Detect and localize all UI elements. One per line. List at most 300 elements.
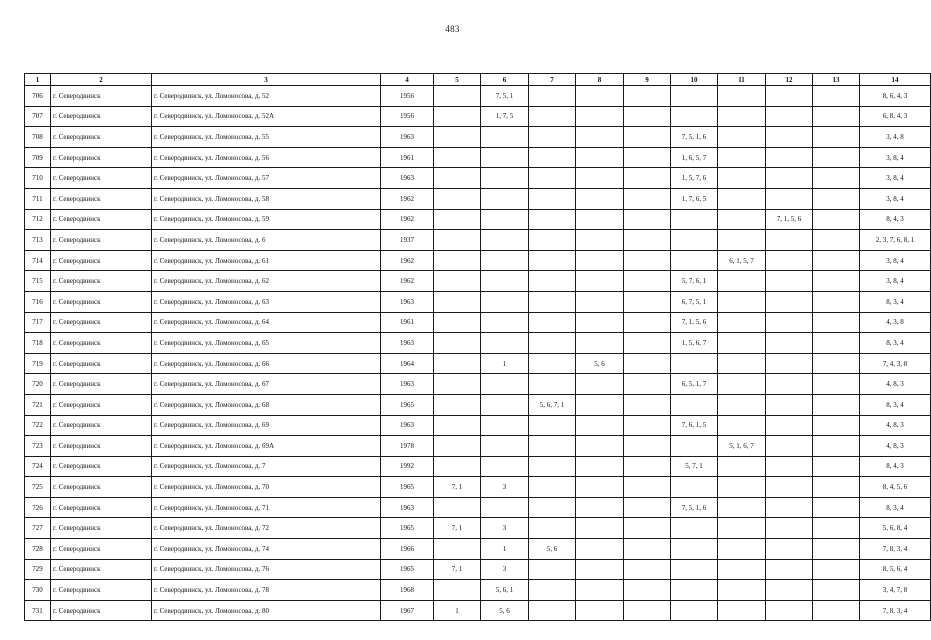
table-row	[25, 86, 931, 107]
table-cell: г. Северодвинск	[51, 147, 152, 168]
table-row	[25, 250, 931, 271]
table-cell: 1963	[381, 168, 434, 189]
table-cell	[529, 333, 576, 354]
table-cell: 712	[25, 209, 51, 230]
table-cell: 7, 6, 1, 5	[671, 415, 718, 436]
table-cell: г. Северодвинск, ул. Ломоносова, д. 61	[152, 250, 381, 271]
table-row	[25, 456, 931, 477]
table-cell	[718, 600, 766, 621]
table-cell: г. Северодвинск	[51, 127, 152, 148]
table-cell: г. Северодвинск, ул. Ломоносова, д. 80	[152, 600, 381, 621]
table-cell: 1962	[381, 250, 434, 271]
table-cell	[481, 374, 529, 395]
table-cell	[576, 580, 624, 601]
table-cell	[434, 291, 481, 312]
table-row	[25, 394, 931, 415]
table-cell: г. Северодвинск, ул. Ломоносова, д. 74	[152, 539, 381, 560]
table-cell	[718, 209, 766, 230]
table-cell: г. Северодвинск, ул. Ломоносова, д. 64	[152, 312, 381, 333]
table-cell	[718, 106, 766, 127]
table-cell: г. Северодвинск	[51, 168, 152, 189]
table-cell: 1963	[381, 497, 434, 518]
column-header: 4	[381, 74, 434, 86]
table-cell	[671, 230, 718, 251]
table-row	[25, 312, 931, 333]
table-cell: г. Северодвинск	[51, 353, 152, 374]
table-cell	[576, 312, 624, 333]
table-cell	[718, 374, 766, 395]
table-row	[25, 580, 931, 601]
column-header: 14	[860, 74, 931, 86]
table-cell: 1962	[381, 271, 434, 292]
table-cell: 6, 1, 5, 7	[718, 250, 766, 271]
table-cell	[529, 312, 576, 333]
table-row	[25, 333, 931, 354]
table-cell	[813, 415, 860, 436]
table-cell: г. Северодвинск, ул. Ломоносова, д. 78	[152, 580, 381, 601]
table-cell: 1965	[381, 477, 434, 498]
table-cell: 1968	[381, 580, 434, 601]
table-cell	[671, 580, 718, 601]
table-cell: г. Северодвинск	[51, 518, 152, 539]
table-cell: 5, 6	[481, 600, 529, 621]
table-cell	[813, 230, 860, 251]
table-cell: г. Северодвинск	[51, 559, 152, 580]
table-cell: 1	[481, 353, 529, 374]
table-cell	[718, 230, 766, 251]
table-cell	[813, 271, 860, 292]
table-cell: 721	[25, 394, 51, 415]
table-cell: 1964	[381, 353, 434, 374]
table-cell	[766, 580, 813, 601]
table-cell: г. Северодвинск, ул. Ломоносова, д. 63	[152, 291, 381, 312]
table-cell	[766, 230, 813, 251]
table-cell: 706	[25, 86, 51, 107]
table-cell: г. Северодвинск	[51, 106, 152, 127]
table-cell: 7, 1	[434, 518, 481, 539]
table-cell: 710	[25, 168, 51, 189]
table-cell	[671, 477, 718, 498]
table-cell	[813, 539, 860, 560]
table-cell: 5, 7, 1	[671, 456, 718, 477]
table-cell	[576, 559, 624, 580]
table-cell: г. Северодвинск	[51, 539, 152, 560]
table-cell	[718, 86, 766, 107]
table-cell: 8, 4, 5, 6	[860, 477, 931, 498]
table-cell: г. Северодвинск	[51, 188, 152, 209]
table-cell	[718, 188, 766, 209]
table-cell	[766, 333, 813, 354]
table-cell: 5, 6, 8, 4	[860, 518, 931, 539]
table-cell: 1	[434, 600, 481, 621]
table-cell	[576, 415, 624, 436]
table-cell: 1962	[381, 188, 434, 209]
table-cell	[576, 394, 624, 415]
table-cell	[813, 353, 860, 374]
table-body	[25, 86, 931, 621]
table-cell	[766, 477, 813, 498]
table-cell	[766, 456, 813, 477]
table-cell: 3, 8, 4	[860, 168, 931, 189]
table-cell: г. Северодвинск, ул. Ломоносова, д. 62	[152, 271, 381, 292]
table-cell: 4, 8, 3	[860, 415, 931, 436]
table-cell: 1961	[381, 147, 434, 168]
table-cell	[813, 497, 860, 518]
table-cell	[529, 250, 576, 271]
table-row	[25, 415, 931, 436]
table-cell	[434, 106, 481, 127]
table-cell	[434, 580, 481, 601]
table-cell: 1, 7, 6, 5	[671, 188, 718, 209]
table-cell: 8, 3, 4	[860, 291, 931, 312]
table-cell	[576, 188, 624, 209]
table-cell	[529, 497, 576, 518]
table-cell: г. Северодвинск	[51, 312, 152, 333]
table-cell	[434, 333, 481, 354]
table-cell	[813, 436, 860, 457]
table-cell	[813, 580, 860, 601]
table-cell: 5, 6	[576, 353, 624, 374]
table-cell	[576, 374, 624, 395]
table-cell	[671, 518, 718, 539]
table-cell	[766, 436, 813, 457]
table-cell: г. Северодвинск, ул. Ломоносова, д. 76	[152, 559, 381, 580]
table-cell	[481, 250, 529, 271]
table-cell	[813, 600, 860, 621]
table-row	[25, 353, 931, 374]
table-cell	[529, 271, 576, 292]
table-cell	[481, 333, 529, 354]
table-cell	[624, 436, 671, 457]
table-cell: 716	[25, 291, 51, 312]
table-cell	[434, 374, 481, 395]
table-cell	[434, 188, 481, 209]
table-row	[25, 127, 931, 148]
table-cell	[576, 456, 624, 477]
table-cell	[624, 456, 671, 477]
table-cell: г. Северодвинск, ул. Ломоносова, д. 71	[152, 497, 381, 518]
table-cell	[718, 353, 766, 374]
table-cell: 722	[25, 415, 51, 436]
table-cell	[576, 477, 624, 498]
table-cell	[718, 497, 766, 518]
table-cell: 715	[25, 271, 51, 292]
table-cell	[576, 497, 624, 518]
table-cell	[766, 188, 813, 209]
table-cell	[718, 559, 766, 580]
table-cell: 1992	[381, 456, 434, 477]
table-cell	[813, 518, 860, 539]
table-row	[25, 436, 931, 457]
table-cell: г. Северодвинск, ул. Ломоносова, д. 68	[152, 394, 381, 415]
column-header: 7	[529, 74, 576, 86]
table-cell	[766, 127, 813, 148]
table-cell: 1963	[381, 127, 434, 148]
table-cell	[766, 415, 813, 436]
table-cell: г. Северодвинск	[51, 291, 152, 312]
table-cell: г. Северодвинск	[51, 230, 152, 251]
table-cell	[576, 209, 624, 230]
table-cell: 4, 8, 3	[860, 436, 931, 457]
table-cell	[576, 250, 624, 271]
table-cell: 1967	[381, 600, 434, 621]
table-cell	[624, 497, 671, 518]
table-cell	[718, 456, 766, 477]
table-cell	[624, 230, 671, 251]
table-row	[25, 188, 931, 209]
table-cell	[813, 456, 860, 477]
table-cell	[624, 147, 671, 168]
table-cell	[481, 415, 529, 436]
table-cell: г. Северодвинск, ул. Ломоносова, д. 56	[152, 147, 381, 168]
table-row	[25, 209, 931, 230]
table-cell: 3	[481, 559, 529, 580]
table-cell	[813, 394, 860, 415]
table-cell: г. Северодвинск, ул. Ломоносова, д. 69А	[152, 436, 381, 457]
table-cell: 7, 1	[434, 477, 481, 498]
table-cell	[766, 312, 813, 333]
table-cell	[576, 436, 624, 457]
table-cell	[766, 353, 813, 374]
table-cell	[624, 415, 671, 436]
table-cell: 6, 5, 1, 7	[671, 374, 718, 395]
table-row	[25, 291, 931, 312]
table-cell: г. Северодвинск	[51, 394, 152, 415]
table-cell: 1956	[381, 106, 434, 127]
table-cell: 5, 7, 6, 1	[671, 271, 718, 292]
table-cell	[718, 580, 766, 601]
table-cell	[624, 312, 671, 333]
table-cell	[481, 394, 529, 415]
column-header: 2	[51, 74, 152, 86]
table-cell	[576, 86, 624, 107]
table-cell: 728	[25, 539, 51, 560]
table-row	[25, 230, 931, 251]
table-cell: 708	[25, 127, 51, 148]
table-cell	[813, 86, 860, 107]
table-cell: 7, 8, 3, 4	[860, 539, 931, 560]
table-cell: г. Северодвинск, ул. Ломоносова, д. 69	[152, 415, 381, 436]
table-cell: г. Северодвинск	[51, 271, 152, 292]
table-cell: 1963	[381, 374, 434, 395]
table-cell	[624, 250, 671, 271]
table-cell	[813, 312, 860, 333]
table-cell	[624, 291, 671, 312]
table-cell: 1978	[381, 436, 434, 457]
table-cell: 8, 5, 6, 4	[860, 559, 931, 580]
table-row	[25, 106, 931, 127]
table-cell: г. Северодвинск	[51, 86, 152, 107]
table-cell	[481, 497, 529, 518]
table-row	[25, 559, 931, 580]
table-row	[25, 497, 931, 518]
table-row	[25, 518, 931, 539]
table-cell: 1965	[381, 559, 434, 580]
table-cell: 5, 1, 6, 7	[718, 436, 766, 457]
table-cell	[766, 600, 813, 621]
table-cell	[529, 415, 576, 436]
column-header: 6	[481, 74, 529, 86]
table-cell	[671, 209, 718, 230]
table-cell: 5, 6, 7, 1	[529, 394, 576, 415]
table-cell	[624, 188, 671, 209]
table-cell	[766, 271, 813, 292]
table-cell: 5, 6, 1	[481, 580, 529, 601]
table-cell: 8, 3, 4	[860, 333, 931, 354]
table-cell	[813, 477, 860, 498]
table-row	[25, 477, 931, 498]
table-cell	[671, 539, 718, 560]
table-cell	[813, 374, 860, 395]
table-cell: г. Северодвинск	[51, 600, 152, 621]
table-cell	[576, 333, 624, 354]
table-cell	[434, 312, 481, 333]
table-cell: г. Северодвинск	[51, 580, 152, 601]
table-cell: 3, 8, 4	[860, 271, 931, 292]
column-header: 13	[813, 74, 860, 86]
table-cell: 3	[481, 518, 529, 539]
table-cell: 8, 4, 3	[860, 456, 931, 477]
table-cell	[529, 188, 576, 209]
table-cell: 8, 6, 4, 3	[860, 86, 931, 107]
table-cell	[671, 394, 718, 415]
table-cell	[671, 559, 718, 580]
table-cell	[813, 291, 860, 312]
table-cell: 1966	[381, 539, 434, 560]
table-cell	[481, 127, 529, 148]
table-cell	[813, 209, 860, 230]
column-header: 5	[434, 74, 481, 86]
table-cell	[766, 147, 813, 168]
table-cell: 725	[25, 477, 51, 498]
table-cell: 714	[25, 250, 51, 271]
table-cell	[718, 312, 766, 333]
table-row	[25, 271, 931, 292]
table-header-row	[25, 74, 931, 86]
table-cell	[718, 271, 766, 292]
table-cell	[481, 188, 529, 209]
table-cell	[529, 106, 576, 127]
table-cell: 3, 8, 4	[860, 250, 931, 271]
table-cell: 1962	[381, 209, 434, 230]
table-cell	[576, 168, 624, 189]
table-cell: 3, 8, 4	[860, 147, 931, 168]
table-cell: 6, 8, 4, 3	[860, 106, 931, 127]
table-cell	[718, 333, 766, 354]
table-cell: 6, 7, 5, 1	[671, 291, 718, 312]
table-cell	[434, 353, 481, 374]
table-cell	[529, 374, 576, 395]
table-cell: г. Северодвинск, ул. Ломоносова, д. 67	[152, 374, 381, 395]
table-cell	[481, 230, 529, 251]
table-cell: 3	[481, 477, 529, 498]
table-cell	[434, 394, 481, 415]
table-cell	[529, 477, 576, 498]
table-cell	[624, 518, 671, 539]
table-cell	[529, 456, 576, 477]
table-cell	[529, 518, 576, 539]
table-cell	[624, 477, 671, 498]
table-cell: г. Северодвинск, ул. Ломоносова, д. 65	[152, 333, 381, 354]
table-cell: 724	[25, 456, 51, 477]
table-cell: 1, 7, 5	[481, 106, 529, 127]
column-header: 12	[766, 74, 813, 86]
table-cell: 7, 5, 1, 6	[671, 497, 718, 518]
table-cell	[766, 86, 813, 107]
table-cell: 7, 5, 1, 6	[671, 127, 718, 148]
table-cell	[434, 147, 481, 168]
table-cell: г. Северодвинск, ул. Ломоносова, д. 57	[152, 168, 381, 189]
table-cell: 719	[25, 353, 51, 374]
table-cell	[813, 333, 860, 354]
table-cell: г. Северодвинск, ул. Ломоносова, д. 58	[152, 188, 381, 209]
table-cell	[529, 436, 576, 457]
table-row	[25, 539, 931, 560]
table-cell	[576, 127, 624, 148]
table-cell: 1	[481, 539, 529, 560]
table-cell	[671, 436, 718, 457]
table-cell: 4, 8, 3	[860, 374, 931, 395]
table-cell	[434, 539, 481, 560]
table-cell	[624, 127, 671, 148]
table-cell	[766, 559, 813, 580]
table-cell: 5, 6	[529, 539, 576, 560]
table-cell: г. Северодвинск, ул. Ломоносова, д. 66	[152, 353, 381, 374]
table-cell	[718, 539, 766, 560]
table-cell	[576, 600, 624, 621]
table-cell: 1, 5, 7, 6	[671, 168, 718, 189]
table-cell	[624, 559, 671, 580]
table-cell: 2, 3, 7, 6, 8, 1	[860, 230, 931, 251]
table-cell	[766, 106, 813, 127]
table-cell: 7, 1, 5, 6	[671, 312, 718, 333]
table-cell	[529, 127, 576, 148]
table-cell: 1963	[381, 291, 434, 312]
table-cell	[624, 374, 671, 395]
table-cell: г. Северодвинск	[51, 456, 152, 477]
column-header: 1	[25, 74, 51, 86]
table-cell	[718, 147, 766, 168]
table-cell: 8, 3, 4	[860, 497, 931, 518]
table-cell	[624, 394, 671, 415]
table-cell	[766, 291, 813, 312]
table-cell: 7, 4, 3, 8	[860, 353, 931, 374]
table-cell	[481, 456, 529, 477]
table-cell	[624, 168, 671, 189]
table-cell: г. Северодвинск	[51, 333, 152, 354]
table-cell	[434, 415, 481, 436]
table-cell	[529, 168, 576, 189]
table-cell: 718	[25, 333, 51, 354]
table-cell: г. Северодвинск	[51, 250, 152, 271]
table-cell	[434, 436, 481, 457]
table-cell: 1961	[381, 312, 434, 333]
table-cell	[434, 497, 481, 518]
table-cell	[576, 147, 624, 168]
table-cell	[481, 271, 529, 292]
table-cell	[529, 147, 576, 168]
table-cell	[813, 250, 860, 271]
table-cell	[718, 127, 766, 148]
table-cell	[718, 168, 766, 189]
table-cell: 1963	[381, 415, 434, 436]
table-row	[25, 168, 931, 189]
table-cell	[624, 106, 671, 127]
table-cell: 1965	[381, 394, 434, 415]
table-cell	[529, 230, 576, 251]
table-cell	[481, 312, 529, 333]
table-cell	[624, 333, 671, 354]
